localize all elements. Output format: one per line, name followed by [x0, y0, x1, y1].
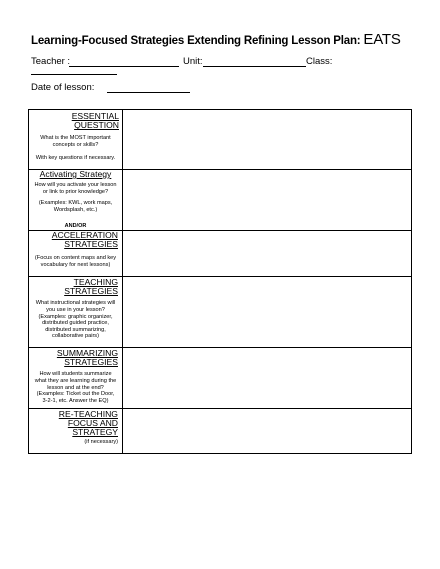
section-text: collaborative pairs) — [52, 333, 99, 340]
section-heading: SUMMARIZING STRATEGIES — [56, 348, 118, 368]
section-text: 3-2-1, etc. Answer the EQ) — [42, 397, 109, 404]
section-essential-question — [29, 112, 122, 161]
section-text: (Examples: graphic organizer, — [38, 313, 113, 320]
section-text: (Examples: KWL, work maps, — [38, 200, 113, 207]
section-activating-strategy — [29, 170, 122, 214]
section-heading: ESSENTIAL QUESTION — [71, 111, 119, 131]
section-text: lesson and at the end? — [47, 384, 104, 391]
re-teaching-answer-cell[interactable] — [123, 409, 411, 454]
unit-field[interactable] — [203, 66, 306, 67]
section-text: (if necessary) — [84, 438, 118, 445]
date-label: Date of lesson: — [31, 82, 95, 93]
section-text: vocabulary for next lessons) — [40, 261, 111, 268]
section-re-teaching — [29, 410, 122, 445]
section-summarizing-strategies — [29, 349, 122, 404]
activating-strategy-answer-cell[interactable] — [123, 170, 411, 230]
section-text: Wordsplash, etc.) — [53, 206, 98, 213]
teaching-strategies-answer-cell[interactable] — [123, 277, 411, 347]
section-text: What is the MOST important — [40, 135, 111, 142]
title-text: Learning-Focused Strategies Extending Refining Lesson Plan: — [31, 35, 361, 47]
section-text: or link to prior knowledge? — [42, 188, 109, 195]
date-field[interactable] — [107, 92, 190, 93]
class-label: Class: — [306, 56, 333, 67]
section-text: How will you activate your lesson — [34, 182, 117, 189]
lesson-plan-table — [28, 109, 412, 454]
section-text: you use in your lesson? — [46, 307, 105, 313]
class-field[interactable] — [31, 74, 117, 75]
section-text: (Examples: Ticket out the Door, — [36, 391, 115, 398]
essential-question-answer-cell[interactable] — [123, 110, 411, 169]
and-or-connector: AND/OR — [64, 223, 87, 229]
section-heading: TEACHING STRATEGIES — [64, 277, 118, 297]
teacher-field[interactable] — [69, 66, 179, 67]
section-heading: Activating Strategy — [39, 169, 112, 179]
section-heading: RE-TEACHING FOCUS AND STRATEGY — [58, 409, 118, 438]
teacher-label: Teacher : — [31, 56, 71, 67]
section-text: distributed guided practice, — [42, 320, 109, 327]
section-text: distributed summarizing, — [45, 326, 106, 333]
section-text: what they are learning during the — [34, 378, 117, 384]
section-text: How will students summarize — [39, 371, 112, 378]
section-text: concepts or skills? — [52, 142, 99, 148]
acceleration-strategies-answer-cell[interactable] — [123, 231, 411, 276]
section-text: With key questions if necessary. — [35, 154, 116, 161]
unit-label: Unit: — [183, 56, 203, 67]
summarizing-strategies-answer-cell[interactable] — [123, 348, 411, 408]
page-title — [31, 31, 401, 48]
section-heading: ACCELERATION STRATEGIES — [51, 229, 118, 249]
section-acceleration-strategies — [29, 223, 122, 268]
section-text: What instructional strategies will — [35, 300, 116, 307]
section-text: (Focus on content maps and key — [34, 255, 117, 261]
title-suffix: EATS — [363, 31, 401, 48]
section-teaching-strategies — [29, 278, 122, 340]
